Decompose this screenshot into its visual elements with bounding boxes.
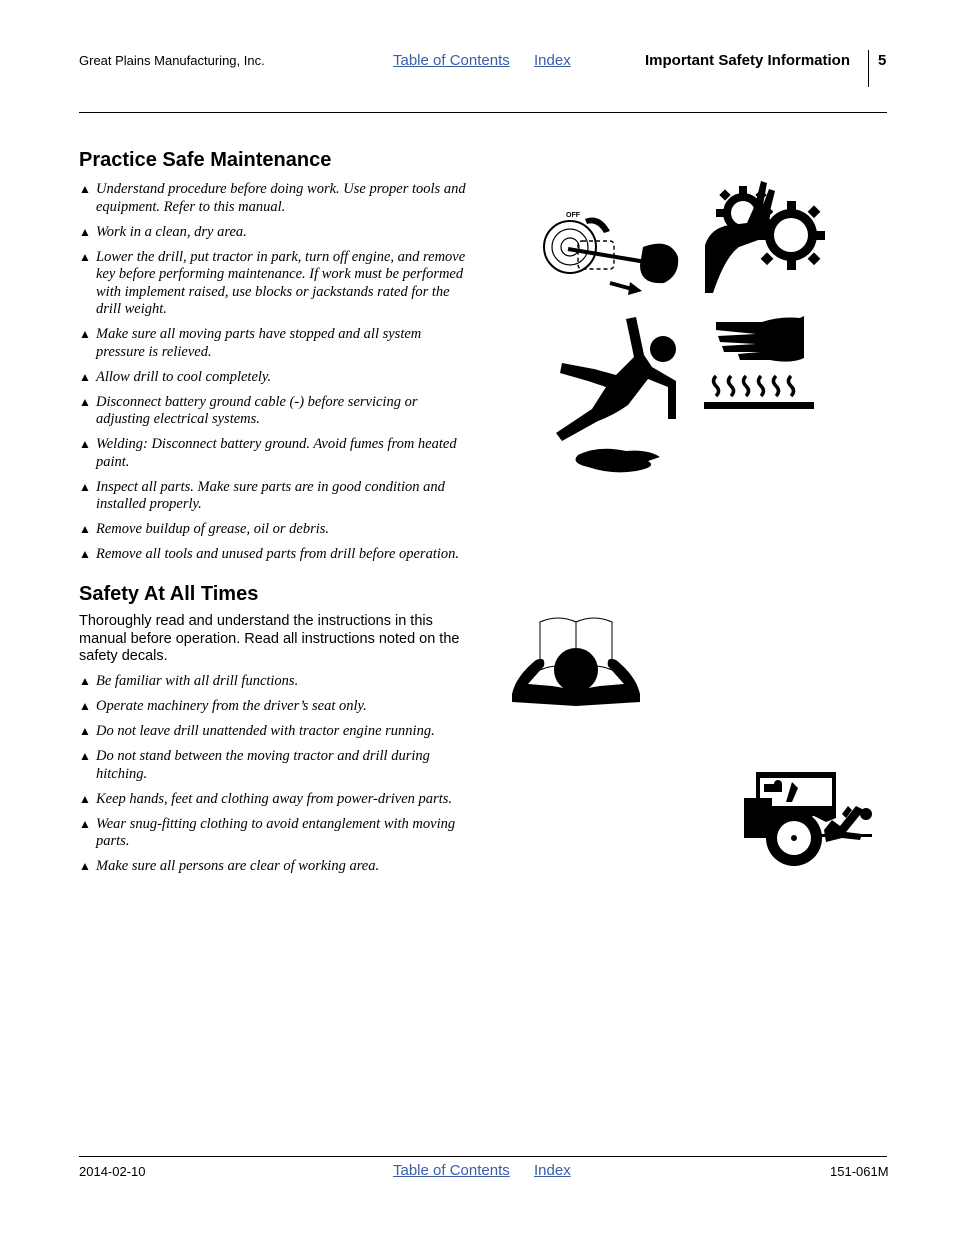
- list-item-text: Wear snug-fitting clothing to avoid entanglement with moving parts.: [96, 815, 456, 849]
- list-item: [79, 521, 469, 539]
- list-item-text: Work in a clean, dry area.: [96, 223, 247, 240]
- warning-triangle-icon: ▲: [79, 674, 91, 688]
- footer-rule: [79, 1156, 887, 1157]
- list-item-text: Make sure all moving parts have stopped and all system pressure is relieved.: [96, 326, 422, 360]
- section-title: Important Safety Information: [645, 52, 851, 69]
- list-item: [79, 479, 469, 514]
- safety-list: [79, 673, 469, 883]
- warning-triangle-icon: ▲: [79, 437, 91, 451]
- list-item-text: Allow drill to cool completely.: [96, 368, 272, 385]
- footer-date: 2014-02-10: [79, 1164, 146, 1179]
- gear-entanglement-icon: [703, 175, 828, 295]
- maintenance-list: [79, 181, 469, 571]
- list-item: [79, 326, 469, 361]
- document-number: 151-061M: [830, 1164, 889, 1179]
- footer-index-link[interactable]: Index: [534, 1162, 571, 1179]
- page-number: 5: [878, 52, 887, 69]
- list-item: [79, 748, 469, 783]
- list-item: [79, 858, 469, 876]
- list-item-text: Do not stand between the moving tractor and drill during hitching.: [96, 748, 430, 782]
- warning-triangle-icon: ▲: [79, 182, 91, 196]
- list-item: [79, 816, 469, 851]
- list-item: [79, 673, 469, 691]
- read-manual-icon: [510, 614, 642, 706]
- list-item-text: Welding: Disconnect battery ground. Avoid fumes from heated paint.: [96, 436, 457, 470]
- key-off-label: OFF: [566, 212, 580, 219]
- list-item-text: Understand procedure before doing work. Use proper tools and equipment. Refer to this manual.: [96, 181, 466, 215]
- list-item: [79, 394, 469, 429]
- warning-triangle-icon: ▲: [79, 816, 91, 831]
- tractor-runover-icon: [742, 770, 877, 872]
- list-item-text: Make sure all persons are clear of working area.: [96, 858, 380, 874]
- list-item: [79, 224, 469, 242]
- list-item: [79, 723, 469, 741]
- list-item-text: Inspect all parts. Make sure parts are in good condition and installed properly.: [96, 478, 445, 512]
- list-item-text: Remove buildup of grease, oil or debris.: [96, 521, 330, 537]
- header-rule: [79, 112, 887, 113]
- list-item: [79, 436, 469, 471]
- maintenance-heading: Practice Safe Maintenance: [79, 149, 332, 171]
- list-item-text: Be familiar with all drill functions.: [96, 673, 299, 689]
- warning-triangle-icon: ▲: [79, 547, 91, 561]
- warning-triangle-icon: ▲: [79, 479, 91, 494]
- warning-triangle-icon: ▲: [79, 699, 91, 713]
- list-item-text: Disconnect battery ground cable (-) before servicing or adjusting electrical systems.: [96, 393, 418, 427]
- list-item-text: Lower the drill, put tractor in park, turn off engine, and remove key before performing maintenance. If work must be performed with implement raised, use blocks or jackstands rated for the drill weight.: [96, 248, 466, 317]
- header-index-link[interactable]: Index: [534, 52, 571, 69]
- footer-toc-link[interactable]: Table of Contents: [393, 1162, 510, 1179]
- warning-triangle-icon: ▲: [79, 749, 91, 763]
- list-item-text: Keep hands, feet and clothing away from power-driven parts.: [96, 790, 452, 807]
- list-item: [79, 791, 469, 809]
- warning-triangle-icon: ▲: [79, 859, 91, 873]
- safety-heading: Safety At All Times: [79, 583, 259, 605]
- warning-triangle-icon: ▲: [79, 394, 91, 409]
- warning-triangle-icon: ▲: [79, 724, 91, 738]
- safety-intro: Thoroughly read and understand the instructions in this manual before operation. Read all instructions noted on the safety decals.: [79, 613, 460, 664]
- list-item: [79, 369, 469, 387]
- company-name: Great Plains Manufacturing, Inc.: [79, 53, 265, 68]
- list-item: [79, 181, 469, 216]
- warning-triangle-icon: ▲: [79, 327, 91, 341]
- slip-hazard-icon: [548, 315, 683, 480]
- header-toc-link[interactable]: Table of Contents: [393, 52, 510, 69]
- warning-triangle-icon: ▲: [79, 791, 91, 806]
- list-item: [79, 698, 469, 716]
- warning-triangle-icon: ▲: [79, 369, 91, 384]
- list-item-text: Do not leave drill unattended with tractor engine running.: [96, 723, 435, 739]
- hot-surface-icon: [700, 314, 818, 414]
- list-item-text: Remove all tools and unused parts from drill before operation.: [96, 546, 460, 562]
- warning-triangle-icon: ▲: [79, 522, 91, 536]
- list-item: [79, 546, 469, 564]
- warning-triangle-icon: ▲: [79, 224, 91, 239]
- key-off-icon: [540, 205, 685, 300]
- list-item-text: Operate machinery from the driver’s seat only.: [96, 698, 367, 714]
- header-divider: [868, 50, 869, 87]
- warning-triangle-icon: ▲: [79, 249, 91, 264]
- list-item: [79, 249, 469, 319]
